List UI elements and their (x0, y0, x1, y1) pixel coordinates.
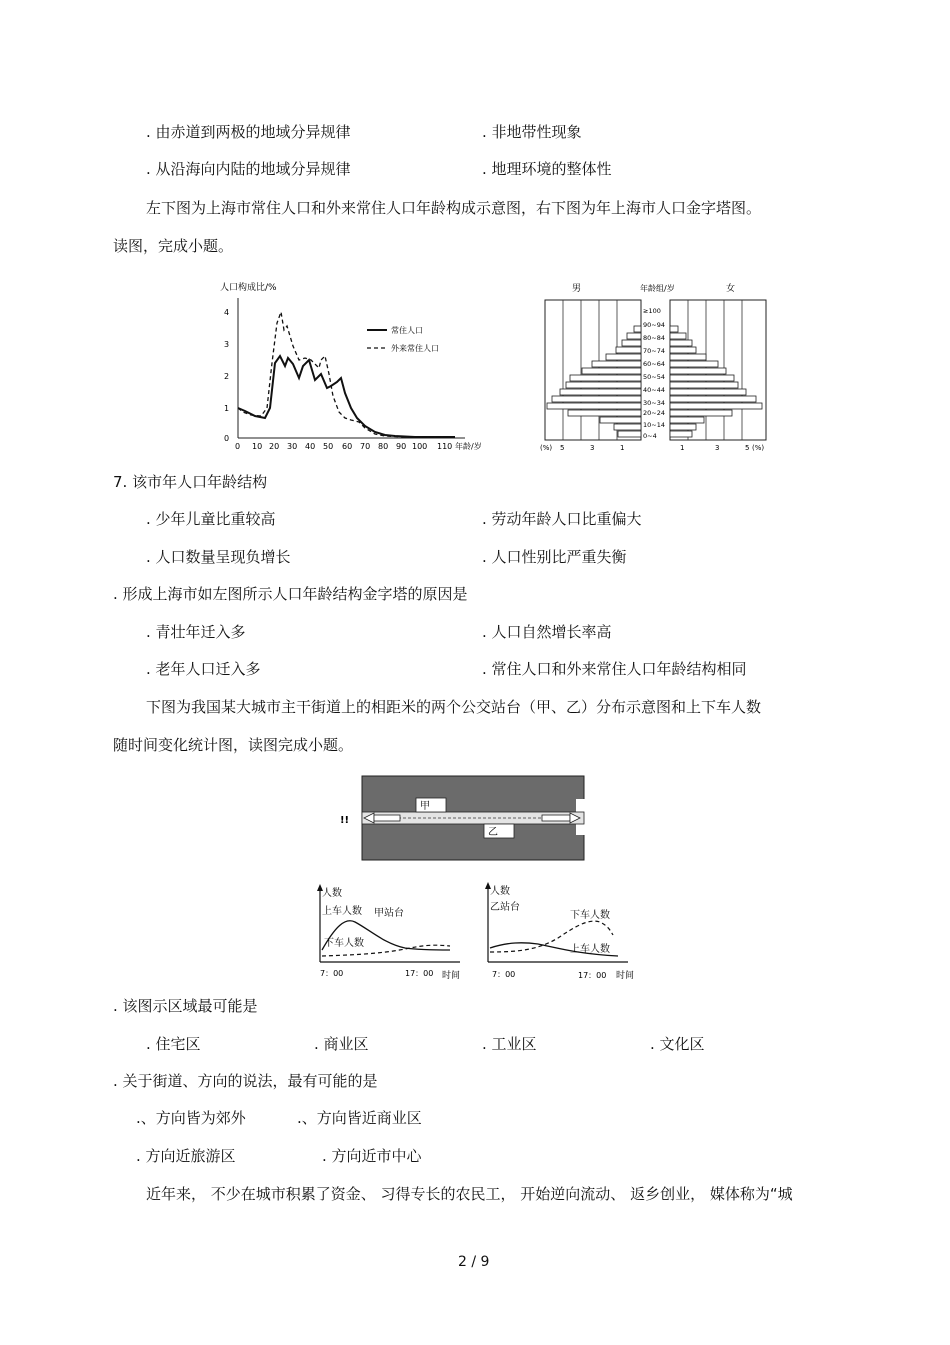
x-tick-left: 5 (560, 444, 565, 452)
y-tick: 2 (224, 372, 230, 381)
resident-population-line (238, 356, 455, 437)
option-c: . 方向近旅游区 (136, 1147, 236, 1165)
option-c: . 从沿海向内陆的地域分异规律 (146, 160, 351, 178)
option-a: . 青壮年迁入多 (146, 623, 246, 641)
paragraph-line: 近年来， 不少在城市积累了资金、 习得专长的农民工， 开始逆向流动、 返乡创业， 媒体称为“城 (146, 1185, 793, 1203)
option-d: . 地理环境的整体性 (482, 160, 612, 178)
age-label: 30~34 (643, 399, 665, 407)
age-label: 90~94 (643, 321, 665, 329)
x-tick: 80 (378, 442, 389, 451)
station-label: 甲站台 (374, 908, 404, 919)
age-label: 80~84 (643, 334, 665, 342)
x-tick: 40 (305, 442, 316, 451)
age-label: 60~64 (643, 360, 665, 368)
option-c: . 人口数量呈现负增长 (146, 548, 291, 566)
option-d: . 人口性别比严重失衡 (482, 548, 627, 566)
question-7-stem: 7. 该市年人口年龄结构 (113, 473, 268, 491)
option-b: .、方向皆近商业区 (297, 1109, 422, 1127)
age-label: 20~24 (643, 409, 665, 417)
option-b: . 劳动年龄人口比重偏大 (482, 510, 642, 528)
x-tick: 70 (360, 442, 371, 451)
intro-paragraph-line: 左下图为上海市常住人口和外来常住人口年龄构成示意图，右下图为年上海市人口金字塔图。 (146, 199, 762, 217)
station-label: 乙站台 (490, 902, 520, 913)
station-yi-chart (478, 880, 648, 984)
male-label: 男 (572, 284, 582, 294)
option-a: . 由赤道到两极的地域分异规律 (146, 123, 351, 141)
time-tick: 7：00 (320, 969, 344, 978)
page-number: 2 / 9 (458, 1254, 490, 1270)
y-tick: 1 (224, 404, 230, 413)
x-tick: 50 (323, 442, 334, 451)
intro-paragraph-line: 随时间变化统计图，读图完成小题。 (113, 736, 354, 754)
age-label: 50~54 (643, 373, 665, 381)
option-a: . 住宅区 (146, 1035, 201, 1053)
question-10-stem: . 关于街道、方向的说法，最有可能的是 (113, 1072, 378, 1090)
alight-label: 下车人数 (570, 910, 610, 921)
y-tick: 0 (224, 434, 230, 443)
y-axis-label: 人数 (322, 888, 342, 899)
intro-paragraph-line: 读图，完成小题。 (113, 237, 234, 255)
option-a: .、方向皆为郊外 (136, 1109, 246, 1127)
street-bus-stop-diagram (298, 772, 618, 864)
option-d: . 常住人口和外来常住人口年龄结构相同 (482, 660, 747, 678)
female-label: 女 (726, 284, 736, 294)
time-tick: 17：00 (578, 971, 607, 980)
age-group-label: 年龄组/岁 (640, 284, 675, 293)
x-unit-right: (%) (752, 444, 765, 452)
option-b: . 非地带性现象 (482, 123, 582, 141)
question-8-stem: . 形成上海市如左图所示人口年龄结构金字塔的原因是 (113, 585, 468, 603)
x-tick: 100 (412, 442, 428, 451)
option-b: . 商业区 (314, 1035, 369, 1053)
intro-paragraph-line: 下图为我国某大城市主干街道上的相距米的两个公交站台（甲、乙）分布示意图和上下车人数 (146, 698, 762, 716)
age-label: 0~4 (643, 432, 657, 440)
population-pyramid-figure (530, 280, 780, 455)
alight-label: 下车人数 (324, 938, 364, 949)
y-tick: 4 (224, 308, 230, 317)
y-axis-label: 人数 (490, 886, 510, 897)
x-tick-right: 1 (680, 444, 685, 452)
station-jia-chart (310, 882, 475, 984)
legend-resident: 常住人口 (391, 326, 423, 335)
direction-mark: !! (340, 815, 350, 826)
age-label: 70~74 (643, 347, 665, 355)
x-tick: 30 (287, 442, 298, 451)
x-axis-label: 时间 (442, 971, 461, 981)
population-composition-figure (215, 278, 495, 453)
x-tick-right: 3 (715, 444, 720, 452)
option-c: . 老年人口迁入多 (146, 660, 261, 678)
age-label: 40~44 (643, 386, 665, 394)
x-tick-left: 1 (620, 444, 625, 452)
x-unit-left: (%) (540, 444, 553, 452)
legend-migrant: 外来常住人口 (391, 344, 439, 353)
x-tick: 0 (235, 442, 241, 451)
option-c: . 工业区 (482, 1035, 537, 1053)
option-b: . 人口自然增长率高 (482, 623, 612, 641)
option-a: . 少年儿童比重较高 (146, 510, 276, 528)
y-tick: 3 (224, 340, 230, 349)
option-d: . 方向近市中心 (322, 1147, 422, 1165)
x-tick: 60 (342, 442, 353, 451)
question-9-stem: . 该图示区域最可能是 (113, 997, 258, 1015)
board-label: 上车人数 (322, 906, 362, 917)
age-label: 10~14 (643, 421, 665, 429)
x-tick: 20 (269, 442, 280, 451)
board-label: 上车人数 (570, 944, 610, 955)
age-label: ≥100 (643, 307, 661, 315)
station-jia-label: 甲 (420, 801, 430, 812)
x-tick-right: 5 (745, 444, 750, 452)
option-d: . 文化区 (650, 1035, 705, 1053)
time-tick: 17：00 (405, 969, 434, 978)
station-yi-label: 乙 (488, 827, 498, 838)
time-tick: 7：00 (492, 970, 516, 979)
x-tick: 90 (396, 442, 407, 451)
x-axis-label: 时间 (616, 971, 635, 981)
x-tick: 10 (252, 442, 263, 451)
y-axis-label: 人口构成比/% (220, 283, 277, 293)
x-tick: 110 (437, 442, 453, 451)
x-tick-left: 3 (590, 444, 595, 452)
x-axis-label: 年龄/岁 (455, 442, 482, 451)
